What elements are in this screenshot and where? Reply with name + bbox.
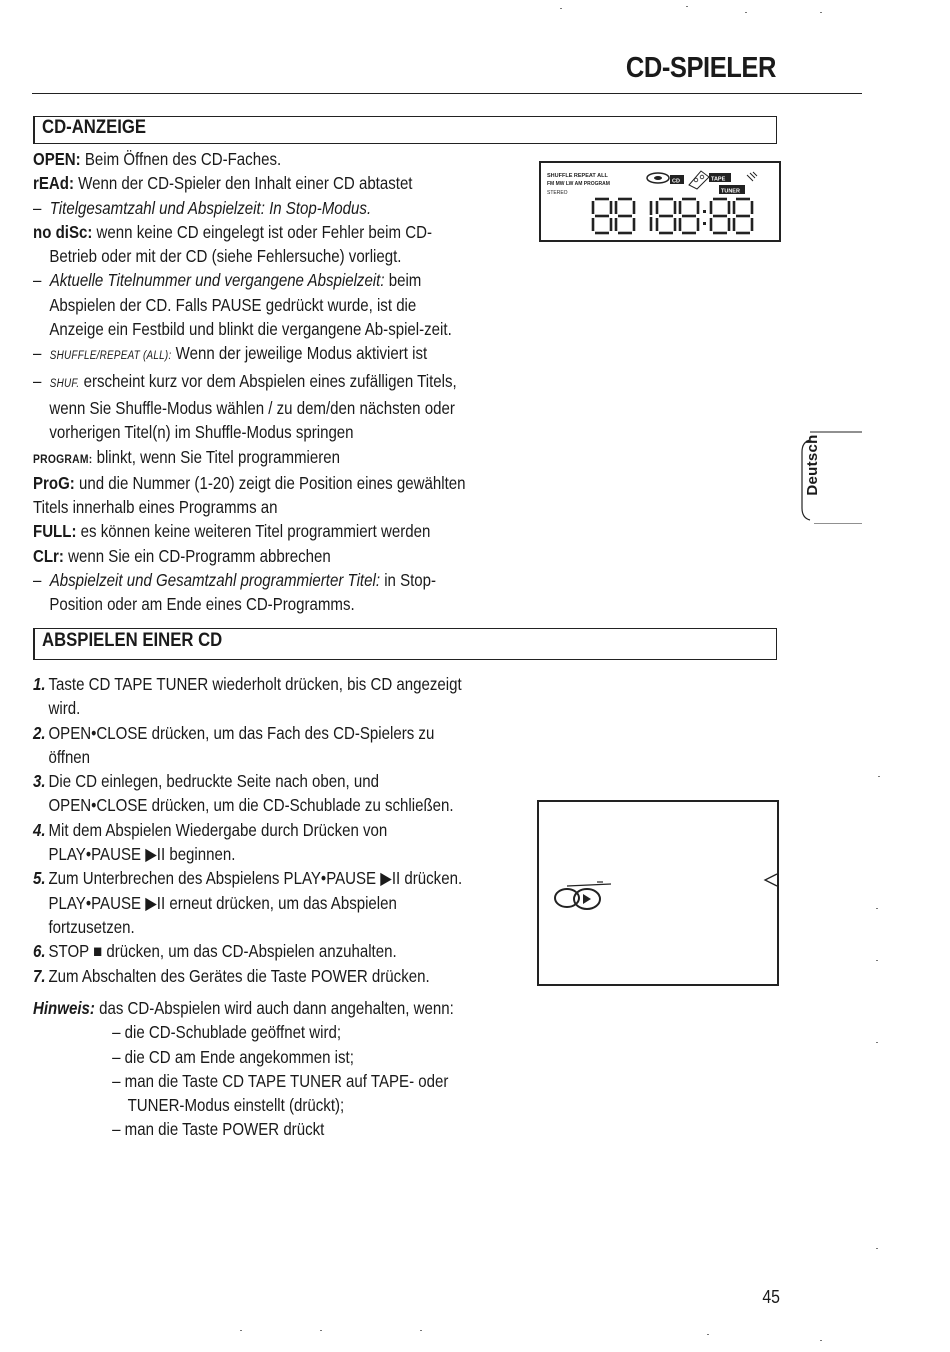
note-item: – die CD am Ende angekommen ist; <box>112 1046 354 1067</box>
tape-source-label: TAPE <box>711 176 726 183</box>
cd-display-illustration <box>539 161 781 242</box>
scan-speck <box>820 12 822 13</box>
language-tab-label: Deutsch <box>804 434 821 496</box>
lcd-colon <box>703 210 706 213</box>
list-item: CLr: wenn Sie ein CD-Programm abbrechen <box>33 545 331 566</box>
note-item-continuation: TUNER-Modus einstellt (drückt); <box>127 1095 345 1116</box>
list-item-continuation: Titels innerhalb eines Programms an <box>33 497 278 518</box>
list-item-continuation: Position oder am Ende eines CD-Programms. <box>49 594 355 615</box>
abspielen-steps <box>33 672 523 988</box>
language-tab <box>800 430 862 524</box>
play-button-illustration <box>537 800 779 986</box>
scan-speck <box>876 960 878 961</box>
scan-speck <box>686 6 688 7</box>
step-continuation: OPEN•CLOSE drücken, um die CD-Schublade zu schließen. <box>48 795 454 816</box>
play-pause-icon <box>555 882 611 909</box>
step-continuation: wird. <box>48 698 81 719</box>
note-item: – die CD-Schublade geöffnet wird; <box>112 1022 342 1043</box>
scan-speck <box>320 1330 322 1331</box>
list-item-continuation: Abspielen der CD. Falls PAUSE gedrückt wurde, ist die <box>49 294 417 315</box>
step-item: 6. STOP ■ drücken, um das CD-Abspielen anzuhalten. <box>33 941 397 962</box>
scan-speck <box>560 8 562 9</box>
section-heading-cd-anzeige: CD-ANZEIGE <box>42 117 147 138</box>
indicator-row-1: SHUFFLE REPEAT ALL <box>547 173 608 179</box>
play-pause-graphic <box>539 802 777 984</box>
note-item: – man die Taste POWER drückt <box>112 1119 325 1140</box>
scan-speck <box>240 1330 242 1331</box>
step-continuation: fortzusetzen. <box>48 916 135 937</box>
step-item: 4. Mit dem Abspielen Wiedergabe durch Drücken von <box>33 819 388 840</box>
step-item: 2. OPEN•CLOSE drücken, um das Fach des CD-Spielers zu <box>33 722 435 743</box>
list-item-continuation: Betrieb oder mit der CD (siehe Fehlersuche) vorliegt. <box>49 246 402 267</box>
note-intro: Hinweis: das CD-Abspielen wird auch dann angehalten, wenn: <box>33 998 454 1018</box>
section-heading-box-abspielen <box>33 628 777 660</box>
scan-speck <box>876 1042 878 1043</box>
list-item: rEAd: Wenn der CD-Spieler den Inhalt einer CD abtastet <box>33 173 413 194</box>
list-item: no diSc: wenn keine CD eingelegt ist oder Fehler beim CD- <box>33 221 432 242</box>
page-number: 45 <box>762 1287 780 1307</box>
step-item: 5. Zum Unterbrechen des Abspielens PLAY•PAUSE ▶II drücken. <box>33 868 463 889</box>
list-item: – SHUFFLE/REPEAT (ALL): Wenn der jeweilige Modus aktiviert ist <box>33 343 428 364</box>
step-continuation: PLAY•PAUSE ▶II beginnen. <box>48 844 236 865</box>
list-item-continuation: wenn Sie Shuffle-Modus wählen / zu dem/den nächsten oder <box>49 397 455 418</box>
step-item: 1. Taste CD TAPE TUNER wiederholt drücken, bis CD angezeigt <box>33 674 462 694</box>
list-item: – Abspielzeit und Gesamtzahl programmierter Titel: in Stop- <box>33 570 437 591</box>
list-item: FULL: es können keine weiteren Titel programmiert werden <box>33 521 431 542</box>
list-item: ProG: und die Nummer (1-20) zeigt die Position eines gewählten <box>33 472 466 493</box>
scan-speck <box>745 12 747 13</box>
scan-speck <box>876 1248 878 1249</box>
tape-icon <box>689 171 709 189</box>
list-item: – Aktuelle Titelnummer und vergangene Abspielzeit: beim <box>33 270 422 291</box>
section-heading-abspielen: ABSPIELEN EINER CD <box>42 630 223 651</box>
tuner-source-label: TUNER <box>721 188 740 195</box>
scan-speck <box>707 1334 709 1335</box>
scan-speck <box>420 1330 422 1331</box>
lcd-colon <box>703 222 706 225</box>
cd-anzeige-text <box>33 147 523 617</box>
scan-speck <box>820 1340 822 1341</box>
list-item: – SHUF. erscheint kurz vor dem Abspielen eines zufälligen Titels, <box>33 370 457 391</box>
title-rule <box>32 93 862 94</box>
list-item: PROGRAM: blinkt, wenn Sie Titel programmieren <box>33 446 340 467</box>
note-item: – man die Taste CD TAPE TUNER auf TAPE- oder <box>112 1070 449 1091</box>
list-item: OPEN: Beim Öffnen des CD-Faches. <box>33 149 282 169</box>
lcd-digits <box>593 199 752 233</box>
step-continuation: öffnen <box>48 746 91 767</box>
disc-icon <box>647 173 669 183</box>
page-title: CD-SPIELER <box>625 52 776 84</box>
lcd-digits-text: 88 188:88 <box>541 163 546 164</box>
list-item: – Titelgesamtzahl und Abspielzeit: In Stop-Modus. <box>33 197 372 218</box>
lcd-display-graphic <box>541 163 779 240</box>
scan-speck <box>876 908 878 909</box>
indicator-row-2: FM MW LW AM PROGRAM <box>547 181 610 187</box>
pointer-mark <box>765 874 777 886</box>
step-continuation: PLAY•PAUSE ▶II erneut drücken, um das Abspielen <box>48 892 397 913</box>
indicator-row-3: STEREO <box>547 190 568 196</box>
list-item-continuation: vorherigen Titel(n) im Shuffle-Modus springen <box>49 422 354 443</box>
cd-source-label: CD <box>672 178 680 185</box>
scan-speck <box>878 776 880 777</box>
note-block <box>33 996 553 1142</box>
step-item: 7. Zum Abschalten des Gerätes die Taste POWER drücken. <box>33 965 430 986</box>
section-heading-box-cd-anzeige <box>33 116 777 144</box>
step-item: 3. Die CD einlegen, bedruckte Seite nach oben, und <box>33 771 379 792</box>
antenna-icon <box>747 172 757 181</box>
list-item-continuation: Anzeige ein Festbild und blinkt die vergangene Ab-spiel-zeit. <box>49 319 452 340</box>
